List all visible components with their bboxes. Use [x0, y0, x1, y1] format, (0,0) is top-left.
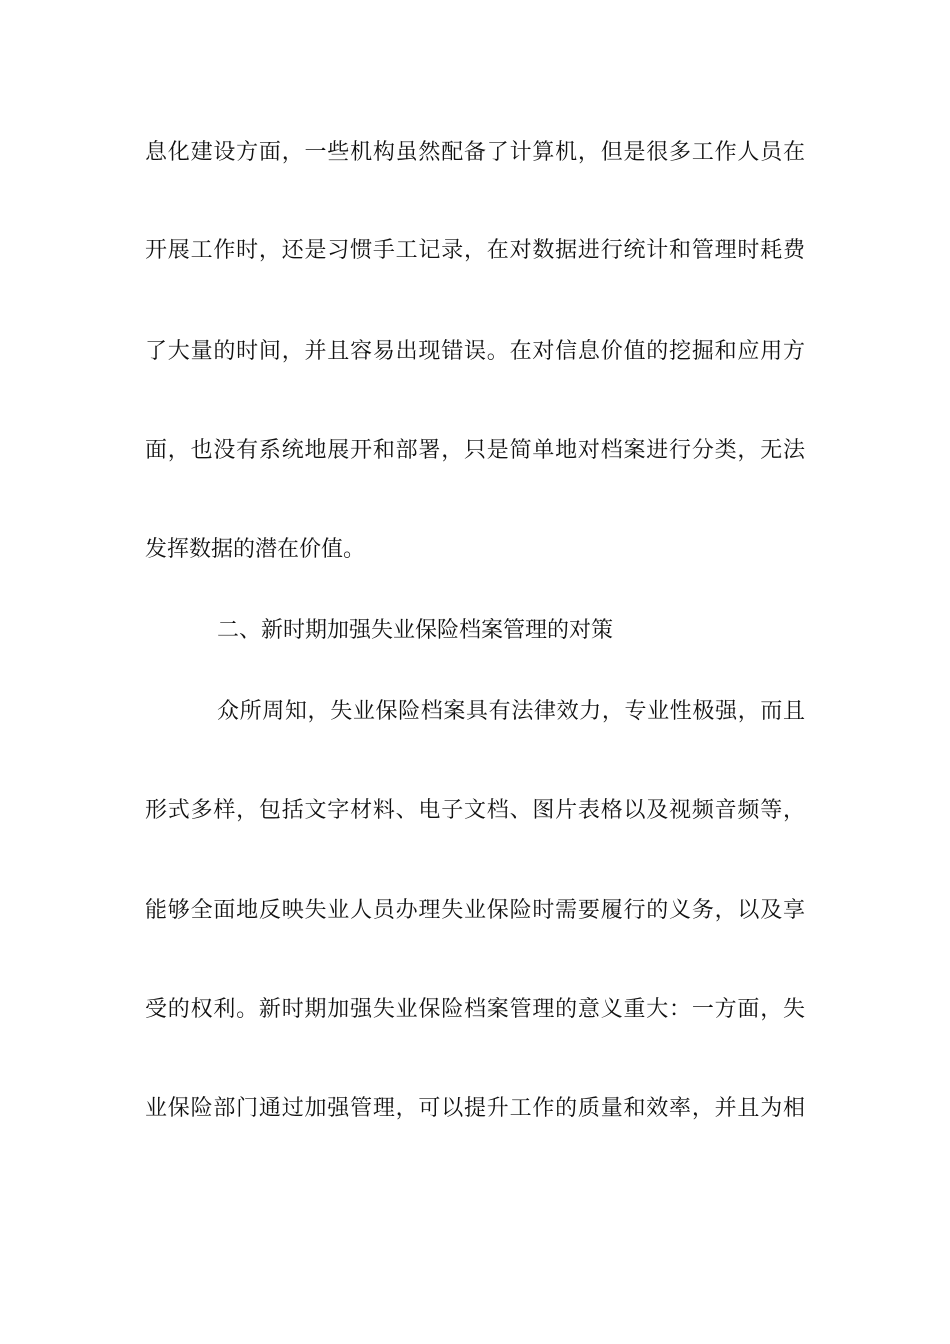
text-line: 息化建设方面，一些机构虽然配备了计算机，但是很多工作人员在 [145, 140, 805, 165]
text-line: 业保险部门通过加强管理，可以提升工作的质量和效率，并且为相 [145, 1096, 805, 1121]
text-line: 了大量的时间，并且容易出现错误。在对信息价值的挖掘和应用方 [145, 339, 805, 364]
text-line: 受的权利。新时期加强失业保险档案管理的意义重大：一方面，失 [145, 997, 805, 1022]
text-line: 开展工作时，还是习惯手工记录，在对数据进行统计和管理时耗费 [145, 238, 805, 263]
text-line: 发挥数据的潜在价值。 [145, 537, 366, 562]
text-line: 形式多样，包括文字材料、电子文档、图片表格以及视频音频等， [145, 798, 805, 823]
text-line: 能够全面地反映失业人员办理失业保险时需要履行的义务，以及享 [145, 898, 805, 923]
section-heading: 二、新时期加强失业保险档案管理的对策 [217, 618, 614, 643]
text-line: 众所周知，失业保险档案具有法律效力，专业性极强，而且 [217, 699, 805, 724]
text-line: 面，也没有系统地展开和部署，只是简单地对档案进行分类，无法 [145, 438, 805, 463]
